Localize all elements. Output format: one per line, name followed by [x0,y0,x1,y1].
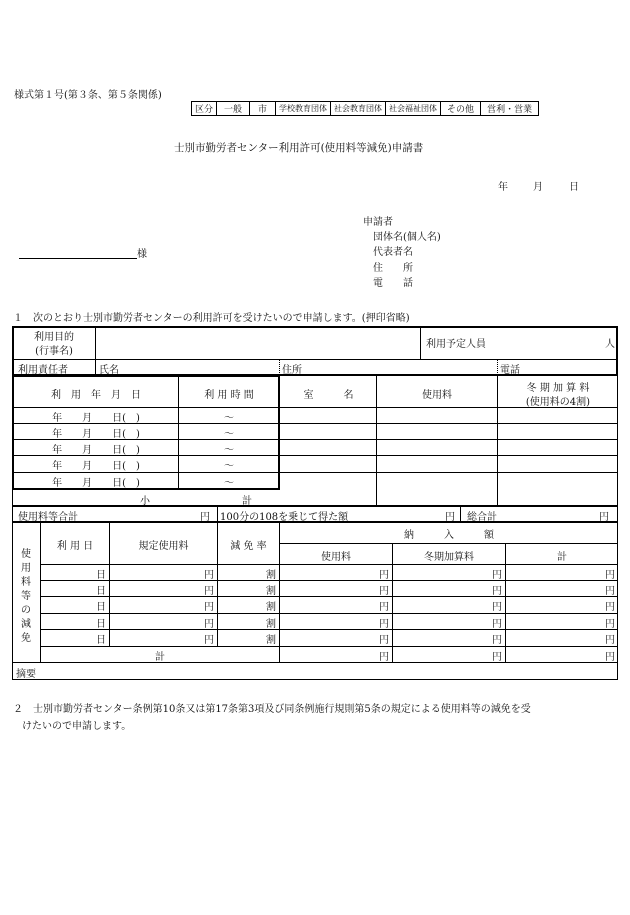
rate-unit: 割 [266,570,276,581]
col-winter-header: 冬 期 加 算 料 [526,383,590,394]
purpose-field[interactable] [96,328,419,358]
yen-unit: 円 [204,570,214,581]
yen-unit: 円 [492,570,502,581]
col-rate-header: 減 免 率 [230,541,267,552]
side-char: 免 [21,633,31,644]
yen-unit: 円 [492,619,502,630]
day-unit: 日 [96,570,106,581]
divider [95,359,96,375]
schedule-time[interactable]: 〜 [224,429,234,440]
yen-unit: 円 [379,586,389,597]
fee-total-label: 使用料等合計 [18,512,78,523]
side-char: 減 [21,619,31,630]
schedule-time[interactable]: 〜 [224,413,234,424]
day-unit: 日 [96,586,106,597]
day-unit: 日 [96,602,106,613]
yen-unit: 円 [492,652,502,663]
reduction-side-label [20,548,34,646]
purpose-label: 利用目的 [34,332,74,343]
classification-option[interactable]: その他 [441,102,481,116]
yen-unit: 円 [492,602,502,613]
schedule-date[interactable]: 年 月 日( ) [52,478,140,489]
rate-unit: 割 [266,635,276,646]
divider [40,613,618,614]
divider [420,327,421,359]
date-month[interactable]: 月 [533,182,543,193]
yen-unit: 円 [605,635,615,646]
schedule-date[interactable]: 年 月 日( ) [52,413,140,424]
applicant-phone-label: 電 話 [373,278,413,289]
yen-unit: 円 [605,586,615,597]
remarks-label: 摘要 [16,669,36,680]
yen-unit: 円 [599,512,609,523]
classification-option[interactable]: 社会福祉団体 [386,102,441,116]
yen-unit: 円 [605,570,615,581]
side-char: の [21,605,31,616]
col-days-header: 利 用 日 [56,541,94,552]
divider [217,506,218,522]
addressee-line[interactable] [19,258,137,259]
planned-people-label: 利用予定人員 [426,339,486,350]
classification-table [191,101,539,116]
responsible-address-label: 住所 [282,365,302,376]
rate-unit: 割 [266,619,276,630]
yen-unit: 円 [605,652,615,663]
reduction-total-label: 計 [155,652,165,663]
schedule-date[interactable]: 年 月 日( ) [52,445,140,456]
yen-unit: 円 [200,512,210,523]
schedule-time[interactable]: 〜 [224,461,234,472]
applicant-group-name-label: 団体名(個人名) [373,232,441,243]
classification-option[interactable]: 社会教育団体 [331,102,386,116]
yen-unit: 円 [492,635,502,646]
yen-unit: 円 [204,635,214,646]
classification-option[interactable]: 営利・営業 [481,102,539,116]
section2-line1: ２ 士別市勤労者センター条例第10条又は第17条第3項及び同条例施行規則第5条の規定による使用料等の減免を受 [13,704,531,715]
date-year[interactable]: 年 [498,182,508,193]
yen-unit: 円 [605,619,615,630]
divider [40,646,618,647]
rate-unit: 割 [266,602,276,613]
yen-unit: 円 [379,602,389,613]
tax-label: 100分の108を乗じて得た額 [220,512,349,523]
col-time-header: 利 用 時 間 [204,390,254,401]
applicant-address-label: 住 所 [373,263,413,274]
document-title: 士別市勤労者センター利用許可(使用料等減免)申請書 [174,142,424,154]
day-unit: 日 [96,635,106,646]
purpose-sub-label: (行事名) [35,346,73,357]
pay-winter-header: 冬期加算料 [424,552,474,563]
schedule-date[interactable]: 年 月 日( ) [52,429,140,440]
responsible-phone-label: 電話 [500,365,520,376]
people-unit: 人 [605,339,615,350]
yen-unit: 円 [605,602,615,613]
day-unit: 日 [96,619,106,630]
divider [12,472,618,473]
date-day[interactable]: 日 [569,182,579,193]
yen-unit: 円 [492,586,502,597]
col-standard-header: 規定使用料 [138,541,189,552]
yen-unit: 円 [379,619,389,630]
subtotal-label-b: 計 [242,496,252,507]
yen-unit: 円 [204,619,214,630]
col-room-header: 室 名 [303,390,354,401]
divider [460,506,461,522]
section2-line2: けたいので申請します。 [22,721,132,732]
payment-header: 納 入 額 [404,530,494,541]
side-char: 等 [21,591,31,602]
pay-total-header: 計 [557,552,567,563]
subtotal-label-a: 小 [140,496,150,507]
side-char: 料 [21,577,31,588]
side-char: 使 [21,549,31,560]
divider [12,359,618,360]
grand-total-label: 総合計 [467,512,497,523]
yen-unit: 円 [379,570,389,581]
applicant-heading: 申請者 [363,217,393,228]
yen-unit: 円 [204,602,214,613]
schedule-time[interactable]: 〜 [224,445,234,456]
classification-option[interactable]: 一般 [217,102,250,116]
applicant-representative-label: 代表者名 [373,247,413,258]
responsible-name-label: 氏名 [99,365,119,376]
classification-option[interactable]: 市 [250,102,276,116]
yen-unit: 円 [204,586,214,597]
classification-option[interactable]: 学校教育団体 [276,102,331,116]
divider [497,359,498,375]
rate-unit: 割 [266,586,276,597]
classification-header: 区分 [192,102,217,116]
col-winter-sub-header: (使用料の4割) [525,397,591,408]
remarks-field[interactable] [42,664,616,679]
col-date-header: 利 用 年 月 日 [51,390,141,401]
form-number: 様式第１号(第３条、第５条関係) [14,90,162,101]
section1-text: １ 次のとおり士別市勤労者センターの利用許可を受けたいので申請します。(押印省略) [13,313,410,324]
yen-unit: 円 [445,512,455,523]
divider [279,359,280,375]
yen-unit: 円 [379,635,389,646]
pay-fee-header: 使用料 [321,552,351,563]
schedule-date[interactable]: 年 月 日( ) [52,461,140,472]
responsible-label: 利用責任者 [18,365,68,376]
divider [279,543,618,544]
col-fee-header: 使用料 [422,390,452,401]
addressee-suffix: 様 [137,249,147,260]
side-char: 用 [21,563,31,574]
divider [40,564,618,565]
schedule-time[interactable]: 〜 [224,478,234,489]
yen-unit: 円 [379,652,389,663]
